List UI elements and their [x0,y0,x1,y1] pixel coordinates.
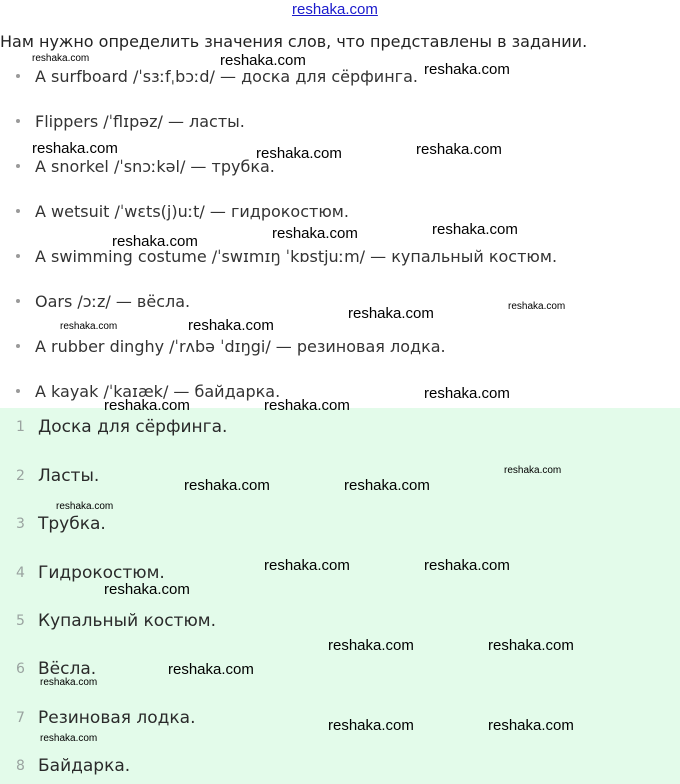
watermark: reshaka.com [168,661,254,678]
watermark: reshaka.com [56,501,114,512]
watermark: reshaka.com [40,677,98,688]
answer-text: Вёсла. [38,659,97,679]
list-item [16,154,275,178]
bullet-icon [16,164,20,168]
list-item [16,244,557,268]
watermark: reshaka.com [348,305,434,322]
answer-number: 7 [16,710,25,726]
bullet-icon [16,344,20,348]
list-item-text: A wetsuit /ˈwɛts(j)uːt/ — гидрокостюм. [35,201,349,221]
list-item [16,109,245,133]
list-item-text: Oars /ɔːz/ — вёсла. [35,291,191,311]
watermark: reshaka.com [416,141,502,158]
bullet-icon [16,389,20,393]
watermark: reshaka.com [256,145,342,162]
answer-item [16,608,216,634]
watermark: reshaka.com [272,225,358,242]
watermark: reshaka.com [508,301,566,312]
list-item [16,334,446,358]
watermark: reshaka.com [424,385,510,402]
watermark: reshaka.com [32,140,118,157]
watermark: reshaka.com [488,637,574,654]
watermark: reshaka.com [40,733,98,744]
answer-number: 8 [16,758,25,774]
intro-text: Нам нужно определить значения слов, что представлены в задании. [0,32,588,51]
answer-item [16,705,196,731]
list-item-text: A kayak /ˈkaɪæk/ — байдарка. [35,381,281,401]
bullet-icon [16,254,20,258]
answer-item [16,560,165,586]
answer-item [16,463,99,489]
list-item-text: A swimming costume /ˈswɪmɪŋ ˈkɒstjuːm/ — купальный костюм. [35,246,558,266]
answer-number: 6 [16,661,25,677]
list-item [16,289,190,313]
watermark: reshaka.com [104,397,190,414]
answer-item [16,753,130,779]
watermark: reshaka.com [220,52,306,69]
list-item-text: Flippers /ˈflɪpəz/ — ласты. [35,111,245,131]
answer-number: 1 [16,419,25,435]
list-item [16,379,280,403]
list-item [16,64,418,88]
watermark: reshaka.com [424,61,510,78]
bullet-icon [16,74,20,78]
list-item-text: A snorkel /ˈsnɔːkəl/ — трубка. [35,156,275,176]
list-item [16,199,349,223]
answer-panel [0,408,680,784]
watermark: reshaka.com [264,397,350,414]
watermark: reshaka.com [488,717,574,734]
answer-text: Купальный костюм. [38,611,216,631]
answer-number: 2 [16,468,25,484]
watermark: reshaka.com [32,53,90,64]
answer-text: Доска для сёрфинга. [38,417,228,437]
answer-number: 4 [16,565,25,581]
answer-number: 5 [16,613,25,629]
answer-text: Ласты. [38,466,100,486]
watermark: reshaka.com [424,557,510,574]
watermark: reshaka.com [264,557,350,574]
bullet-icon [16,119,20,123]
answer-item [16,511,106,537]
answer-item [16,414,227,440]
answer-number: 3 [16,516,25,532]
watermark: reshaka.com [504,465,562,476]
answer-text: Байдарка. [38,756,131,776]
watermark: reshaka.com [184,477,270,494]
answer-text: Трубка. [38,514,106,534]
watermark: reshaka.com [104,581,190,598]
site-link[interactable]: reshaka.com [292,1,378,18]
watermark: reshaka.com [328,637,414,654]
answer-item [16,656,96,682]
bullet-icon [16,299,20,303]
list-item-text: A rubber dinghy /ˈrʌbə ˈdɪŋgi/ — резиновая лодка. [35,336,446,356]
watermark: reshaka.com [188,317,274,334]
bullet-icon [16,209,20,213]
watermark: reshaka.com [60,321,118,332]
watermark: reshaka.com [328,717,414,734]
watermark: reshaka.com [432,221,518,238]
watermark: reshaka.com [112,233,198,250]
answer-text: Гидрокостюм. [38,563,165,583]
answer-text: Резиновая лодка. [38,708,196,728]
list-item-text: A surfboard /ˈsɜːfˌbɔːd/ — доска для сёрфинга. [35,66,418,86]
watermark: reshaka.com [344,477,430,494]
